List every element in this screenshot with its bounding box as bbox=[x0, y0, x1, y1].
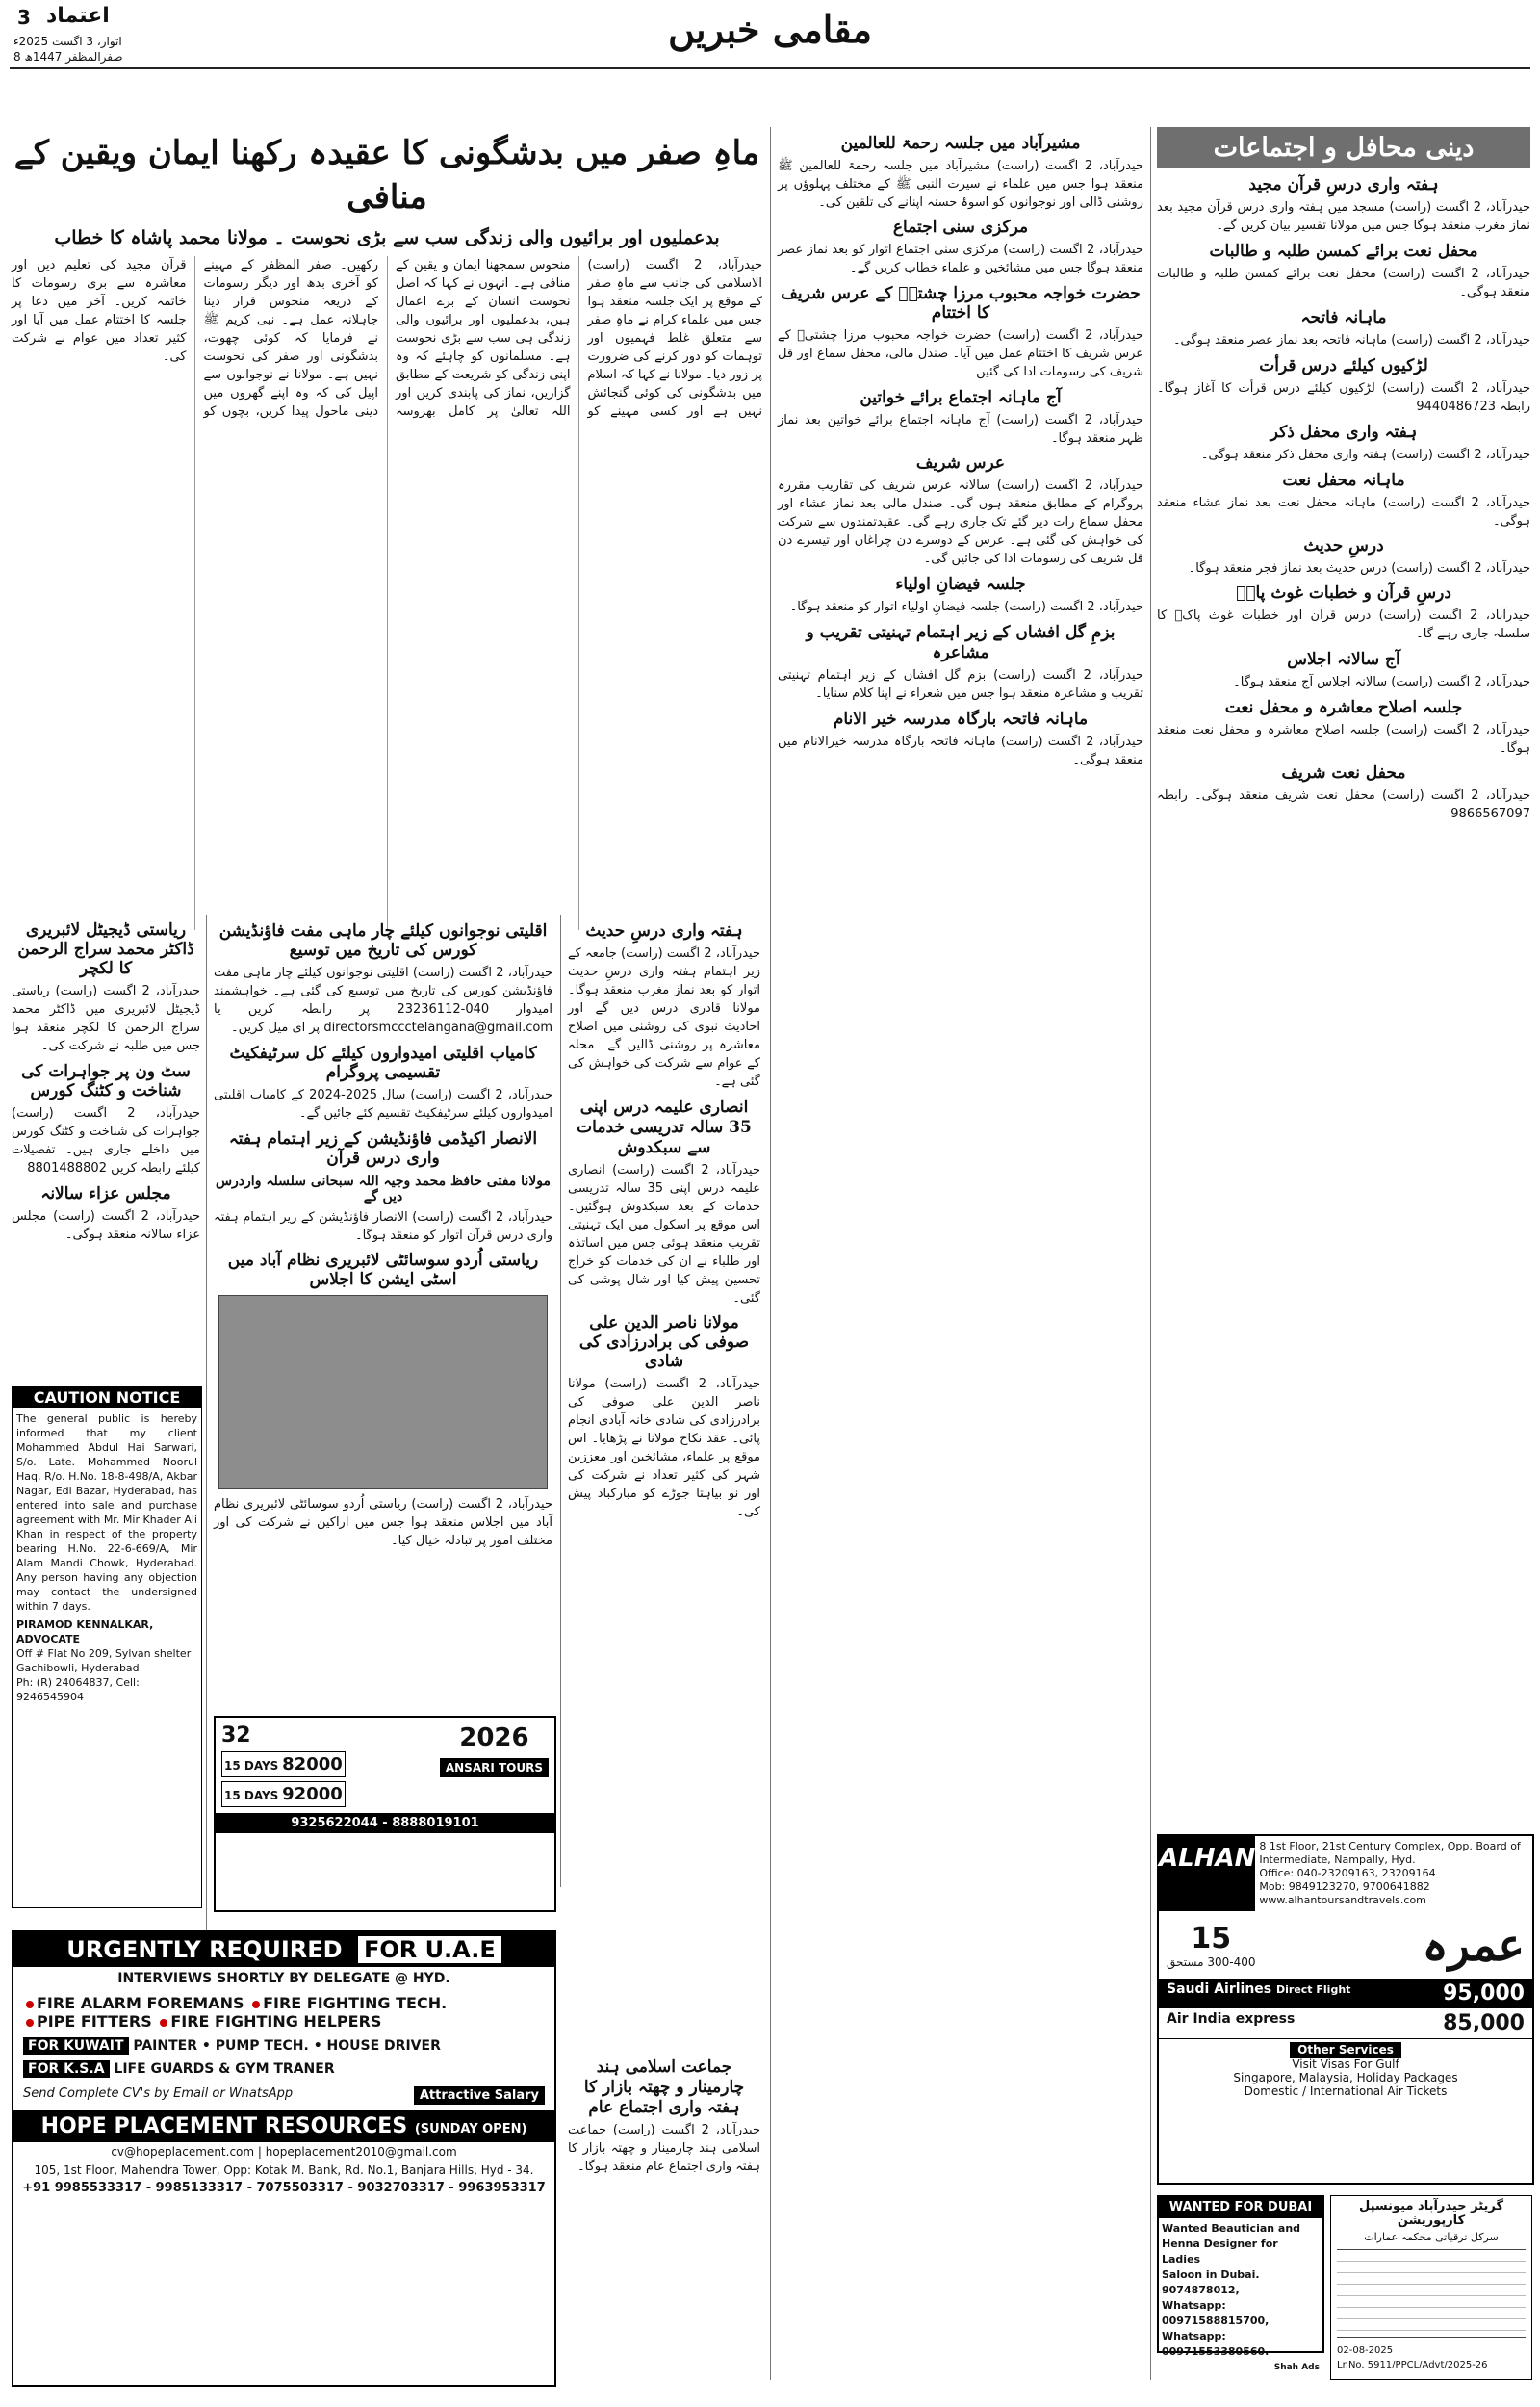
deeni-body-2: حیدرآباد، 2 اگست (راست) محفل نعت برائے کمسن طلبہ و طالبات منعقد ہوگی۔ bbox=[1157, 267, 1530, 299]
alhan-services: Other Services bbox=[1290, 2042, 1401, 2058]
deeni-title-5: ہفتہ واری محفل ذکر bbox=[1270, 423, 1418, 442]
column-jamaat bbox=[568, 2051, 760, 2368]
seerat-body-5: حیدرآباد، 2 اگست (راست) سالانہ عرس شریف کی تقاریب مقررہ پروگرام کے مطابق منعقد ہوں گی۔ صندل مالی بعد نماز عشاء اور محفل سماع رات دیر گئے تک جاری رہے گی۔ عقیدتمندوں سے شرکت کی خواہش کی گئی ہے۔ عرس کے دوسرے دن چراغاں اور تیسرے دن قل شریف کی رسومات ادا کی جائیں گی۔ bbox=[778, 479, 1143, 566]
tour-days-2: 15 DAYS bbox=[224, 1789, 279, 1802]
uae-job-3: PIPE FITTERS bbox=[37, 2012, 152, 2031]
mid-body-4: حیدرآباد، 2 اگست (راست) ریاستی اُردو سوسائٹی لائبریری نظام آباد میں اجلاس منعقد ہوا جس میں اراکین نے شرکت کی اور مختلف امور پر تبادلہ خیال کیا۔ bbox=[214, 1497, 552, 1548]
dubai-agency: Shah Ads bbox=[1273, 2363, 1320, 2372]
deeni-band: دینی محافل و اجتماعات bbox=[1157, 127, 1530, 168]
caution-notice bbox=[12, 1386, 202, 1908]
uae-email-2: hopeplacement2010@gmail.com bbox=[265, 2145, 457, 2159]
lead-subhead: بدعملیوں اور برائیوں والی زندگی سب سے بڑی نحوست ۔ مولانا محمد پاشاہ کا خطاب bbox=[54, 227, 720, 248]
saudi-sub: Direct Flight bbox=[1276, 1983, 1351, 1996]
deeni-body-5: حیدرآباد، 2 اگست (راست) ہفتہ واری محفل ذکر منعقد ہوگی۔ bbox=[1200, 448, 1530, 462]
umrah-price: 300-400 مستحق bbox=[1167, 1954, 1256, 1969]
seerat-title-7: بزمِ گل افشاں کے زیر اہتمام تہنیتی تقریب و مشاعرہ bbox=[806, 623, 1116, 662]
column-left bbox=[12, 915, 200, 1367]
deeni-title-3: ماہانہ فاتحہ bbox=[1300, 308, 1387, 327]
lead-headline: ماہِ صفر میں بدشگونی کا عقیدہ رکھنا ایمان ویقین کے منافی bbox=[13, 134, 760, 217]
alhan-web: www.alhantoursandtravels.com bbox=[1259, 1894, 1426, 1906]
mid-title-1: اقلیتی نوجوانوں کیلئے چار ماہی مفت فاؤنڈیشن کورس کی تاریخ میں توسیع bbox=[218, 921, 548, 960]
uae-interview: INTERVIEWS SHORTLY BY DELEGATE @ HYD. bbox=[117, 1971, 450, 1986]
kuwait-job-3: HOUSE DRIVER bbox=[326, 2038, 441, 2054]
column-seerat bbox=[778, 127, 1143, 2370]
bullet-icon bbox=[160, 2019, 167, 2027]
alhan-visa: Visit Visas For Gulf bbox=[1292, 2058, 1399, 2071]
tour-price-1: 82000 bbox=[282, 1754, 343, 1774]
mid-title-4: ریاستی اُردو سوسائٹی لائبریری نظام آباد میں اسٹی ایشن کا اجلاس bbox=[227, 1251, 539, 1289]
air-india-label: Air India express bbox=[1167, 2011, 1296, 2027]
left-title-3: مجلس عزاء سالانہ bbox=[40, 1184, 171, 1204]
column-hadith bbox=[568, 915, 760, 1887]
kuwait-label: FOR KUWAIT bbox=[23, 2037, 129, 2055]
uae-urgent: URGENTLY REQUIRED bbox=[66, 1936, 343, 1963]
dubai-line-2: Henna Designer for Ladies bbox=[1162, 2238, 1278, 2265]
alhan-mobile: Mob: 9849123270, 9700641882 bbox=[1259, 1880, 1430, 1893]
seerat-title-5: عرس شریف bbox=[915, 453, 1006, 473]
bullet-icon bbox=[26, 2001, 34, 2008]
seerat-body-3: حیدرآباد، 2 اگست (راست) حضرت خواجہ محبوب مرزا چشتیؒ کے عرس شریف کا اختتام عمل میں آیا۔ صندل مالی، محفل سماع اور قل شریف کی رسومات ادا کی گئیں۔ bbox=[778, 328, 1143, 379]
seerat-body-6: حیدرآباد، 2 اگست (راست) جلسہ فیضانِ اولیاء اتوار کو منعقد ہوگا۔ bbox=[789, 600, 1143, 614]
deeni-title-9: آج سالانہ اجلاس bbox=[1287, 650, 1400, 669]
caution-body: The general public is hereby informed that my client Mohammed Abdul Hai Sarwari, S/o. Late. Mohammed Noorul Haq, R/o. H.No. 18-8-498/A, Akbar Nagar, Edi Bazar, Hyderabad, has entered into sale and purchase agreement with Mr. Mir Khader Ali Khan in respect of the property bearing H.No. 22-6-669/A, Mir Alam Mandi Chowk, Hyderabad. Any person having any objection may contact the undersigned within 7 days. bbox=[16, 1412, 197, 1613]
mid-body-1: حیدرآباد، 2 اگست (راست) اقلیتی نوجوانوں کیلئے چار ماہی مفت فاؤنڈیشن کورس کی تاریخ میں توسیع کی گئی ہے۔ خواہشمند امیدوار 040-23236112 پر رابطہ کریں یا directorsmccctelangana@gmail.com پر ای میل کریں۔ bbox=[214, 966, 552, 1035]
tender-ref: Lr.No. 5911/PPCL/Advt/2025-26 bbox=[1337, 2360, 1488, 2370]
hadith-title-1: ہفتہ واری درسِ حدیث bbox=[585, 921, 743, 941]
alhan-office: Office: 040-23209163, 23209164 bbox=[1259, 1867, 1436, 1879]
left-body-1: حیدرآباد، 2 اگست (راست) ریاستی ڈیجیٹل لائبریری میں ڈاکٹر محمد سراج الرحمن کا لکچر منعقد ہوا جس میں طلبہ نے شرکت کی۔ bbox=[12, 984, 200, 1053]
deeni-title-10: جلسہ اصلاح معاشرہ و محفل نعت bbox=[1224, 698, 1463, 717]
hadith-title-2: انصاری علیمہ درس اپنی 35 سالہ تدریسی خدمات سے سبکدوش bbox=[577, 1098, 752, 1157]
seerat-title-1: مشیرآباد میں جلسہ رحمۃ للعالمین bbox=[840, 134, 1081, 153]
deeni-body-3: حیدرآباد، 2 اگست (راست) ماہانہ فاتحہ بعد نماز عصر منعقد ہوگی۔ bbox=[1172, 333, 1530, 348]
date-gregorian: اتوار، 3 اگست 2025ء bbox=[13, 35, 122, 48]
lead-body: حیدرآباد، 2 اگست (راست) الاسلامی کی جانب سے ماہِ صفر کے موقع پر ایک جلسہ منعقد ہوا جس میں علماء کرام نے ماہِ صفر سے متعلق غلط فہمیوں اور توہمات کو دور کرنے کی ضرورت پر زور دیا۔ مولانا نے کہا کہ اسلام میں بدشگونی کی کوئی گنجائش نہیں ہے اور کسی مہینے کو منحوس سمجھنا ایمان و یقین کے منافی ہے۔ انہوں نے کہا کہ اصل نحوست انسان کے برے اعمال ہیں، بدعملیوں اور برائیوں والی زندگی ہی سب سے بڑی نحوست ہے۔ مسلمانوں کو چاہئے کہ وہ اپنی زندگی کو شریعت کے مطابق گزاریں، نماز کی پابندی کریں اور اللہ تعالیٰ پر کامل بھروسہ رکھیں۔ صفر المظفر کے مہینے کو آخری بدھ اور دیگر رسومات کے ذریعہ منحوس قرار دینا جاہلانہ عمل ہے۔ نبی کریم ﷺ نے فرمایا کہ کوئی چھوت، بدشگونی اور صفر کی نحوست نہیں ہے۔ مولانا نے نوجوانوں سے اپیل کی کہ وہ اپنے گھروں میں دینی ماحول پیدا کریں، بچوں کو قرآن مجید کی تعلیم دیں اور معاشرہ سے بری رسومات کا خاتمہ کریں۔ آخر میں دعا پر جلسہ کا اختتام عمل میں آیا اور کثیر تعداد میں عوام نے شرکت کی۔ bbox=[12, 258, 762, 419]
kuwait-job-2: PUMP TECH. bbox=[215, 2038, 309, 2054]
deeni-title-2: محفل نعت برائے کمسن طلبہ و طالبات bbox=[1209, 242, 1478, 261]
deeni-title-1: ہفتہ واری درسِ قرآن مجید bbox=[1248, 175, 1439, 194]
jamaat-body: حیدرآباد، 2 اگست (راست) جماعت اسلامی ہند چارمینار و چھتہ بازار کا ہفتہ واری اجتماع عام منعقد ہوگا۔ bbox=[568, 2123, 760, 2174]
left-body-2: حیدرآباد، 2 اگست (راست) جواہرات کی شناخت و کٹنگ کورس میں داخلے جاری ہیں۔ تفصیلات کیلئے رابطہ کریں 8801488802 bbox=[12, 1106, 200, 1176]
uae-salary: Attractive Salary bbox=[414, 2086, 545, 2105]
seerat-body-1: حیدرآباد، 2 اگست (راست) مشیرآباد میں جلسہ رحمۃ للعالمین ﷺ منعقد ہوا جس میں علماء نے سیرت النبی ﷺ کے مختلف پہلوؤں پر روشنی ڈالی اور نوجوانوں کو اسوۂ حسنہ اپنانے کی تلقین کی۔ bbox=[778, 159, 1143, 210]
deeni-body-4: حیدرآباد، 2 اگست (راست) لڑکیوں کیلئے درس قرأت کا آغاز ہوگا۔ رابطہ 9440486723 bbox=[1157, 381, 1530, 414]
dubai-line-4: Whatsapp: 00971588815700, bbox=[1162, 2299, 1270, 2327]
uae-job-4: FIRE FIGHTING HELPERS bbox=[170, 2012, 382, 2031]
dubai-title: WANTED FOR DUBAI bbox=[1159, 2197, 1322, 2218]
bullet-icon bbox=[252, 2001, 260, 2008]
deeni-title-4: لڑکیوں کیلئے درس قرأت bbox=[1259, 356, 1428, 375]
mid-body-2: حیدرآباد، 2 اگست (راست) سال 2025-2024 کے کامیاب اقلیتی امیدواروں کیلئے سرٹیفکیٹ تقسیم کئے جائیں گے۔ bbox=[214, 1088, 553, 1121]
deeni-body-10: حیدرآباد، 2 اگست (راست) جلسہ اصلاح معاشرہ و محفل نعت منعقد ہوگا۔ bbox=[1157, 723, 1530, 756]
deeni-body-1: حیدرآباد، 2 اگست (راست) مسجد میں ہفتہ واری درس قرآن مجید بعد نماز مغرب منعقد ہوگا جس میں مولانا تفسیر بیان کریں گے۔ bbox=[1157, 200, 1530, 233]
hadith-body-3: حیدرآباد، 2 اگست (راست) مولانا ناصر الدین علی صوفی کی برادرزادی کی شادی خانہ آبادی انجام پائی۔ عقد نکاح مولانا نے پڑھایا۔ اس موقع پر علماء، مشائخین اور معززین شہر کی کثیر تعداد نے شرکت کی اور نو بیاہتا جوڑے کو مبارکباد پیش کی۔ bbox=[568, 1377, 760, 1519]
hadith-body-1: حیدرآباد، 2 اگست (راست) جامعہ کے زیر اہتمام ہفتہ واری درسِ حدیث اتوار کو بعد نماز مغرب منعقد ہوگا۔ مولانا قادری درس دیں گے اور احادیث نبوی کی روشنی میں اصلاح معاشرہ پر روشنی ڈالیں گے۔ محلہ کے عوام سے شرکت کی خواہش کی گئی ہے۔ bbox=[568, 946, 760, 1089]
tour-days-label: 32 bbox=[221, 1723, 251, 1747]
deeni-body-9: حیدرآباد، 2 اگست (راست) سالانہ اجلاس آج منعقد ہوگا۔ bbox=[1233, 675, 1530, 689]
alhan-address: 8 1st Floor, 21st Century Complex, Opp. Board of Intermediate, Nampally, Hyd. bbox=[1259, 1840, 1521, 1866]
column-divider bbox=[770, 127, 771, 2380]
ad-wanted-dubai bbox=[1157, 2195, 1324, 2372]
top-rule bbox=[10, 67, 1530, 69]
uae-phones: +91 9985533317 - 9985133317 - 7075503317 - 9032703317 - 9963953317 bbox=[22, 2181, 546, 2195]
uae-country: FOR U.A.E bbox=[358, 1936, 501, 1963]
seerat-body-7: حیدرآباد، 2 اگست (راست) بزم گل افشاں کے زیر اہتمام تہنیتی تقریب و مشاعرہ منعقد ہوا جس میں شعراء نے اپنا کلام سنایا۔ bbox=[778, 668, 1143, 701]
umrah-label: عمرہ bbox=[1422, 1919, 1525, 1971]
left-title-1: ریاستی ڈیجیٹل لائبریری ڈاکٹر محمد سراج الرحمن کا لکچر bbox=[17, 920, 194, 978]
tender-title: گریٹر حیدرآباد میونسپل کارپوریشن bbox=[1358, 2199, 1504, 2228]
caution-address: Off # Flat No 209, Sylvan shelter Gachibowli, Hyderabad bbox=[16, 1647, 192, 1674]
mid-subtitle-3: مولانا مفتی حافظ محمد وجیہ اللہ سبحانی سلسلہ واردرس دیں گے bbox=[215, 1174, 552, 1204]
saudi-label: Saudi Airlines bbox=[1167, 1981, 1272, 1997]
deeni-body-8: حیدرآباد، 2 اگست (راست) درس قرآن اور خطبات غوث پاکؒ کا سلسلہ جاری رہے گا۔ bbox=[1157, 608, 1530, 641]
uae-address: 105, 1st Floor, Mahendra Tower, Opp: Kotak M. Bank, Rd. No.1, Banjara Hills, Hyd - 34. bbox=[34, 2163, 534, 2177]
tour-price-2: 92000 bbox=[282, 1784, 343, 1804]
seerat-body-2: حیدرآباد، 2 اگست (راست) مرکزی سنی اجتماع اتوار کو بعد نماز عصر منعقد ہوگا جس میں مشائخین و علماء خطاب کریں گے۔ bbox=[778, 243, 1143, 275]
tender-table bbox=[1337, 2249, 1526, 2338]
uae-job-1: FIRE ALARM FOREMANS bbox=[37, 1994, 244, 2012]
seerat-title-2: مرکزی سنی اجتماع bbox=[892, 218, 1029, 237]
seerat-body-4: حیدرآباد، 2 اگست (راست) آج ماہانہ اجتماع برائے خواتین بعد نماز ظہر منعقد ہوگا۔ bbox=[778, 413, 1143, 446]
lead-story bbox=[12, 127, 762, 897]
newspaper-logo: اعتماد bbox=[46, 4, 110, 28]
deeni-body-6: حیدرآباد، 2 اگست (راست) ماہانہ محفل نعت بعد نماز عشاء منعقد ہوگی۔ bbox=[1157, 496, 1530, 529]
deeni-title-6: ماہانہ محفل نعت bbox=[1282, 471, 1405, 490]
ad-alhan-travels bbox=[1157, 1834, 1534, 2185]
caution-title: CAUTION NOTICE bbox=[13, 1387, 201, 1408]
uae-company-bar bbox=[13, 2110, 554, 2142]
seerat-title-6: جلسہ فیضانِ اولیاء bbox=[895, 575, 1026, 594]
tour-phone: 9325622044 - 8888019101 bbox=[216, 1813, 554, 1833]
uae-sunday: (SUNDAY OPEN) bbox=[414, 2122, 527, 2136]
ad-ghmc-tender bbox=[1330, 2195, 1532, 2380]
ad-uae-recruitment: URGENTLY REQUIRED FOR U.A.E INTERVIEWS SHORTLY BY DELEGATE @ HYD. FIRE ALARM FOREMANS FIRE FIGHTING TECH. PIPE FITTERS FIRE FIGHTING HELPERS FOR KUWAIT PAINTER • PUMP TECH. • HOUSE DRIVER FOR K.S.A LIFE GUARDS & GYM TRANER Send Complete CV's by Email or WhatsApp Attractive Salary HOPE PLACEMENT RESOURCES (SUNDAY OPEN) cv@hopeplacement.com | hopeplacement2010@gmail.com 105, 1st Floor, Mahendra Tower, Opp: Kotak M. Bank, Rd. No.1, Banjara Hills, Hyd - 34. +91 9985533317 - 9985133317 - 7075503317 - 9032703317 - 9963953317 bbox=[12, 1930, 556, 2387]
column-divider bbox=[206, 915, 207, 1935]
tour-brand: ANSARI TOURS bbox=[440, 1758, 549, 1777]
ad-ansari-tours bbox=[214, 1716, 556, 1912]
date-hijri: 8 صفرالمظفر 1447ھ bbox=[13, 50, 123, 64]
alhan-logo: ALHAN bbox=[1159, 1836, 1255, 1911]
uae-cv-note: Send Complete CV's by Email or WhatsApp bbox=[23, 2086, 294, 2101]
left-title-2: سٹ ون پر جواہرات کی شناخت و کٹنگ کورس bbox=[21, 1062, 191, 1100]
uae-jobs-list bbox=[13, 1990, 554, 2034]
dubai-line-5: Whatsapp: 00971553380560. bbox=[1162, 2330, 1270, 2358]
uae-email-1: cv@hopeplacement.com bbox=[111, 2145, 255, 2159]
seerat-title-8: ماہانہ فاتحہ بارگاہ مدرسہ خیر الانام bbox=[833, 710, 1089, 729]
tour-year: 2026 bbox=[459, 1723, 529, 1752]
tour-days-1: 15 DAYS bbox=[224, 1759, 279, 1773]
left-body-3: حیدرآباد، 2 اگست (راست) مجلس عزاء سالانہ منعقد ہوگی۔ bbox=[12, 1209, 201, 1242]
deeni-body-7: حیدرآباد، 2 اگست (راست) درس حدیث بعد نماز فجر منعقد ہوگا۔ bbox=[1188, 561, 1530, 576]
masthead bbox=[0, 0, 1540, 65]
page-number: 3 bbox=[17, 6, 31, 29]
ksa-job-1: LIFE GUARDS & GYM TRANER bbox=[114, 2061, 335, 2077]
deeni-title-7: درسِ حدیث bbox=[1303, 536, 1384, 556]
jamaat-title: جماعت اسلامی ہند چارمینار و چھتہ بازار کا ہفتہ واری اجتماع عام bbox=[583, 2058, 745, 2117]
column-deeni-mehfil bbox=[1157, 127, 1530, 1648]
mid-title-2: کامیاب اقلیتی امیدواروں کیلئے کل سرٹیفکیٹ تقسیمی پروگرام bbox=[229, 1044, 537, 1082]
dubai-line-1: Wanted Beautician and bbox=[1162, 2222, 1301, 2235]
alhan-countries: Singapore, Malaysia, Holiday Packages bbox=[1233, 2071, 1458, 2084]
tender-subtitle: سرکل ترقیاتی محکمہ عمارات bbox=[1364, 2231, 1499, 2243]
deeni-body-11: حیدرآباد، 2 اگست (راست) محفل نعت شریف منعقد ہوگی۔ رابطہ 9866567097 bbox=[1157, 789, 1530, 821]
air-india-price: 85,000 bbox=[1443, 2011, 1525, 2035]
seerat-body-8: حیدرآباد، 2 اگست (راست) ماہانہ فاتحہ بارگاہ مدرسہ خیرالانام میں منعقد ہوگی۔ bbox=[778, 735, 1143, 767]
deeni-title-11: محفل نعت شریف bbox=[1281, 764, 1406, 783]
caution-signature: PIRAMOD KENNALKAR, ADVOCATE bbox=[16, 1618, 154, 1645]
column-divider bbox=[1150, 127, 1151, 2380]
seerat-title-4: آج ماہانہ اجتماع برائے خواتین bbox=[860, 388, 1062, 407]
meeting-photo bbox=[218, 1295, 548, 1489]
dubai-line-3: Saloon in Dubai. 9074878012, bbox=[1162, 2268, 1260, 2296]
kuwait-job-1: PAINTER bbox=[133, 2038, 198, 2054]
caution-phone: Ph: (R) 24064837, Cell: 9246545904 bbox=[16, 1676, 140, 1703]
hadith-title-3: مولانا ناصر الدین علی صوفی کی برادرزادی کی شادی bbox=[578, 1313, 750, 1371]
alhan-tickets: Domestic / International Air Tickets bbox=[1244, 2084, 1448, 2098]
column-divider bbox=[560, 915, 561, 1887]
bullet-icon bbox=[26, 2019, 34, 2027]
section-title: مقامی خبریں bbox=[668, 8, 872, 51]
uae-company: HOPE PLACEMENT RESOURCES bbox=[40, 2114, 408, 2138]
mid-body-3: حیدرآباد، 2 اگست (راست) الانصار فاؤنڈیشن کے زیر اہتمام ہفتہ واری درس قرآن اتوار کو منعقد ہوگا۔ bbox=[214, 1210, 552, 1243]
tender-date: 02-08-2025 bbox=[1337, 2345, 1394, 2356]
mid-title-3: الانصار اکیڈمی فاؤنڈیشن کے زیر اہتمام ہفتہ واری درس قرآن bbox=[228, 1129, 538, 1168]
saudi-price: 95,000 bbox=[1443, 1981, 1525, 2006]
hadith-body-2: حیدرآباد، 2 اگست (راست) انصاری علیمہ درس اپنی 35 سالہ تدریسی خدمات کے بعد سبکدوش ہوگئیں۔ اس موقع پر اسکول میں ایک تہنیتی تقریب منعقد ہوئی جس میں اساتذہ اور طلباء نے ان کی خدمات کو خراج تحسین پیش کیا اور شال پوشی کی گئی۔ bbox=[568, 1163, 761, 1306]
uae-job-2: FIRE FIGHTING TECH. bbox=[263, 1994, 448, 2012]
ksa-label: FOR K.S.A bbox=[23, 2060, 110, 2078]
seerat-title-3: حضرت خواجہ محبوب مرزا چشتیؒ کے عرس شریف کا اختتام bbox=[781, 284, 1141, 323]
umrah-days: 15 bbox=[1191, 1921, 1232, 1955]
deeni-title-8: درسِ قرآن و خطبات غوث پاکؒ bbox=[1236, 583, 1451, 603]
